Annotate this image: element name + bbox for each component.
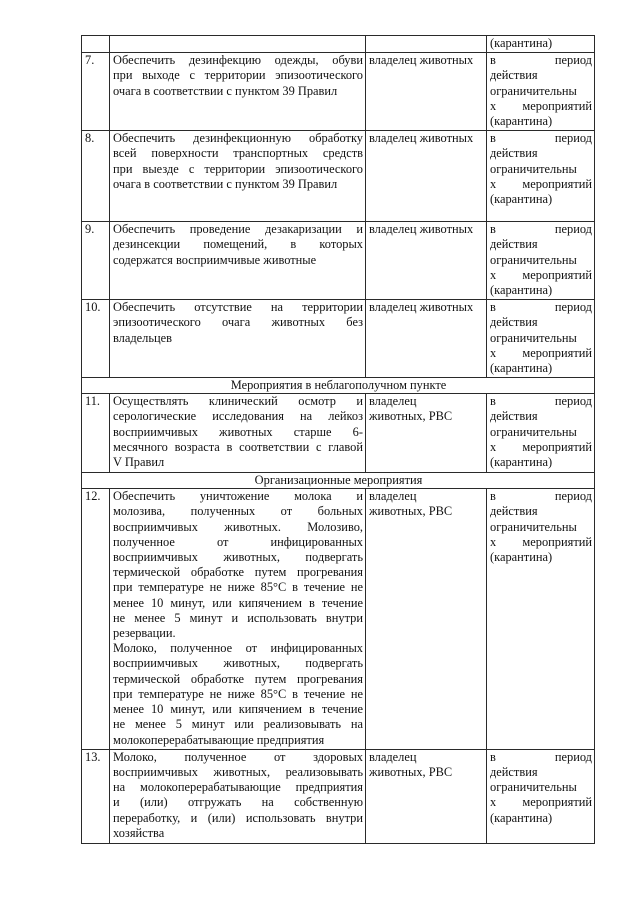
- period-cell: [487, 222, 595, 300]
- period-line: в период: [490, 53, 592, 68]
- period-line: х мероприятий: [490, 98, 592, 113]
- text-line: при выезде с территории эпизоотического: [113, 161, 363, 176]
- period-line: х мероприятий: [490, 176, 592, 191]
- action-cell: [110, 131, 366, 222]
- period-line: в период: [490, 222, 592, 237]
- period-line: действия: [490, 68, 538, 83]
- text-line: серологические исследования на лейкоз: [113, 409, 363, 424]
- period-line: (карантина): [490, 283, 553, 298]
- text-line: при выходе с территории эпизоотического: [113, 68, 363, 83]
- text-line: восприимчивых животных. Молозиво,: [113, 519, 363, 534]
- period-line: действия: [490, 237, 538, 252]
- text-line: Молоко, полученное от инфицированных: [113, 641, 363, 656]
- text-line: содержатся восприимчивые животные: [113, 252, 317, 267]
- action-cell: [110, 489, 366, 749]
- text-line: восприимчивых животных, подвергать: [113, 656, 363, 671]
- period-line: действия: [490, 315, 538, 330]
- period-line: (карантина): [490, 361, 553, 376]
- period-line: ограничительны: [490, 252, 577, 267]
- row-number: 10.: [82, 300, 110, 378]
- period-line: в период: [490, 300, 592, 315]
- measures-table: [81, 35, 595, 844]
- action-cell: [110, 394, 366, 473]
- table-row: [82, 749, 595, 843]
- period-text: (карантина): [490, 36, 553, 50]
- table-row: [82, 131, 595, 222]
- responsible-line: владелец: [369, 489, 417, 504]
- row-number: 8.: [82, 131, 110, 222]
- period-cell: [487, 394, 595, 473]
- text-line: переработку, и (или) использовать внутри: [113, 810, 363, 825]
- text-line: V Правил: [113, 455, 165, 470]
- responsible-text: владелец животных: [369, 131, 474, 146]
- text-line: Обеспечить уничтожение молока и: [113, 489, 363, 504]
- period-line: (карантина): [490, 455, 553, 470]
- text-line: хозяйства: [113, 825, 165, 840]
- text-line: Обеспечить проведение дезакаризации и: [113, 222, 363, 237]
- responsible-cell: [366, 36, 487, 53]
- text-line: Обеспечить дезинфекционную обработку: [113, 131, 363, 146]
- text-line: Молоко, полученное от здоровых: [113, 749, 363, 764]
- table-row: [82, 300, 595, 378]
- action-cell: [110, 749, 366, 843]
- text-line: не менее 5 минут и использовать внутри: [113, 610, 363, 625]
- text-line: Обеспечить дезинфекцию одежды, обуви: [113, 53, 363, 68]
- text-line: дезинсекции помещений, в которых: [113, 237, 363, 252]
- period-line: х мероприятий: [490, 345, 592, 360]
- section-heading-affected-point: Мероприятия в неблагополучном пункте: [82, 378, 595, 394]
- period-line: (карантина): [490, 192, 553, 207]
- period-line: в период: [490, 394, 592, 409]
- period-line: (карантина): [490, 810, 553, 825]
- period-line: ограничительны: [490, 519, 577, 534]
- table-row: [82, 53, 595, 131]
- text-line: очага в соответствии с пунктом 39 Правил: [113, 176, 338, 191]
- text-line: восприимчивых животных, реализовывать: [113, 764, 363, 779]
- table-row-continuation: [82, 36, 595, 53]
- text-line: термической обработке путем прогревания: [113, 565, 363, 580]
- section-heading-organizational: Организационные мероприятия: [82, 473, 595, 489]
- text-line: при температуре не ниже 85°C в течение не: [113, 580, 363, 595]
- text-line: резервации.: [113, 626, 176, 641]
- text-line: Осуществлять клинический осмотр и: [113, 394, 363, 409]
- period-line: ограничительны: [490, 780, 577, 795]
- period-line: в период: [490, 131, 592, 146]
- period-cell: [487, 36, 595, 53]
- period-line: действия: [490, 764, 538, 779]
- action-cell: [110, 36, 366, 53]
- responsible-line: владелец: [369, 394, 417, 409]
- section-heading-row: [82, 378, 595, 394]
- text-line: Обеспечить отсутствие на территории: [113, 300, 363, 315]
- row-number: 7.: [82, 53, 110, 131]
- text-line: менее 10 минут, или кипячением в течение: [113, 702, 363, 717]
- responsible-text: владелец животных: [369, 222, 474, 237]
- responsible-line: животных, РВС: [369, 409, 453, 424]
- table-row: [82, 394, 595, 473]
- table-row: [82, 222, 595, 300]
- text-line: очага в соответствии с пунктом 39 Правил: [113, 83, 338, 98]
- responsible-line: животных, РВС: [369, 764, 453, 779]
- row-number: 13.: [82, 749, 110, 843]
- text-line: восприимчивых животных старше 6-: [113, 424, 363, 439]
- responsible-cell: [366, 749, 487, 843]
- table-row: [82, 489, 595, 749]
- responsible-cell: [366, 131, 487, 222]
- responsible-cell: [366, 394, 487, 473]
- responsible-line: животных, РВС: [369, 504, 453, 519]
- text-line: месячного возраста в соответствии с главой: [113, 439, 363, 454]
- period-cell: [487, 131, 595, 222]
- responsible-text: владелец животных: [369, 300, 474, 315]
- responsible-cell: [366, 222, 487, 300]
- row-number: 11.: [82, 394, 110, 473]
- period-line: в период: [490, 489, 592, 504]
- row-number: 12.: [82, 489, 110, 749]
- text-line: и (или) отгружать на собственную: [113, 795, 363, 810]
- text-line: молозива, полученных от больных: [113, 504, 363, 519]
- responsible-line: владелец: [369, 749, 417, 764]
- period-cell: [487, 749, 595, 843]
- responsible-cell: [366, 489, 487, 749]
- period-line: ограничительны: [490, 83, 577, 98]
- text-line: владельцев: [113, 330, 172, 345]
- period-cell: [487, 53, 595, 131]
- period-line: х мероприятий: [490, 439, 592, 454]
- responsible-text: владелец животных: [369, 53, 474, 68]
- period-line: (карантина): [490, 550, 553, 565]
- text-line: эпизоотического очага животных без: [113, 315, 363, 330]
- period-line: х мероприятий: [490, 534, 592, 549]
- text-line: термической обработке путем прогревания: [113, 671, 363, 686]
- period-line: действия: [490, 504, 538, 519]
- action-cell: [110, 53, 366, 131]
- responsible-cell: [366, 53, 487, 131]
- period-line: х мероприятий: [490, 267, 592, 282]
- section-heading-row: [82, 473, 595, 489]
- action-cell: [110, 300, 366, 378]
- action-cell: [110, 222, 366, 300]
- period-line: ограничительны: [490, 161, 577, 176]
- period-line: в период: [490, 749, 592, 764]
- text-line: молокоперерабатывающие предприятия: [113, 732, 325, 747]
- period-line: действия: [490, 146, 538, 161]
- responsible-cell: [366, 300, 487, 378]
- period-cell: [487, 489, 595, 749]
- text-line: не менее 5 минут или реализовывать на: [113, 717, 363, 732]
- number-cell: [82, 36, 110, 53]
- text-line: восприимчивых животных, подвергать: [113, 550, 363, 565]
- period-line: (карантина): [490, 114, 553, 129]
- text-line: полученное от инфицированных: [113, 534, 363, 549]
- period-line: ограничительны: [490, 330, 577, 345]
- row-number: 9.: [82, 222, 110, 300]
- period-line: ограничительны: [490, 424, 577, 439]
- text-line: всей поверхности транспортных средств: [113, 146, 363, 161]
- text-line: на молокоперерабатывающие предприятия: [113, 780, 363, 795]
- text-line: менее 10 минут, или кипячением в течение: [113, 595, 363, 610]
- text-line: при температуре не ниже 85°C в течение не: [113, 686, 363, 701]
- period-line: действия: [490, 409, 538, 424]
- period-cell: [487, 300, 595, 378]
- period-line: х мероприятий: [490, 795, 592, 810]
